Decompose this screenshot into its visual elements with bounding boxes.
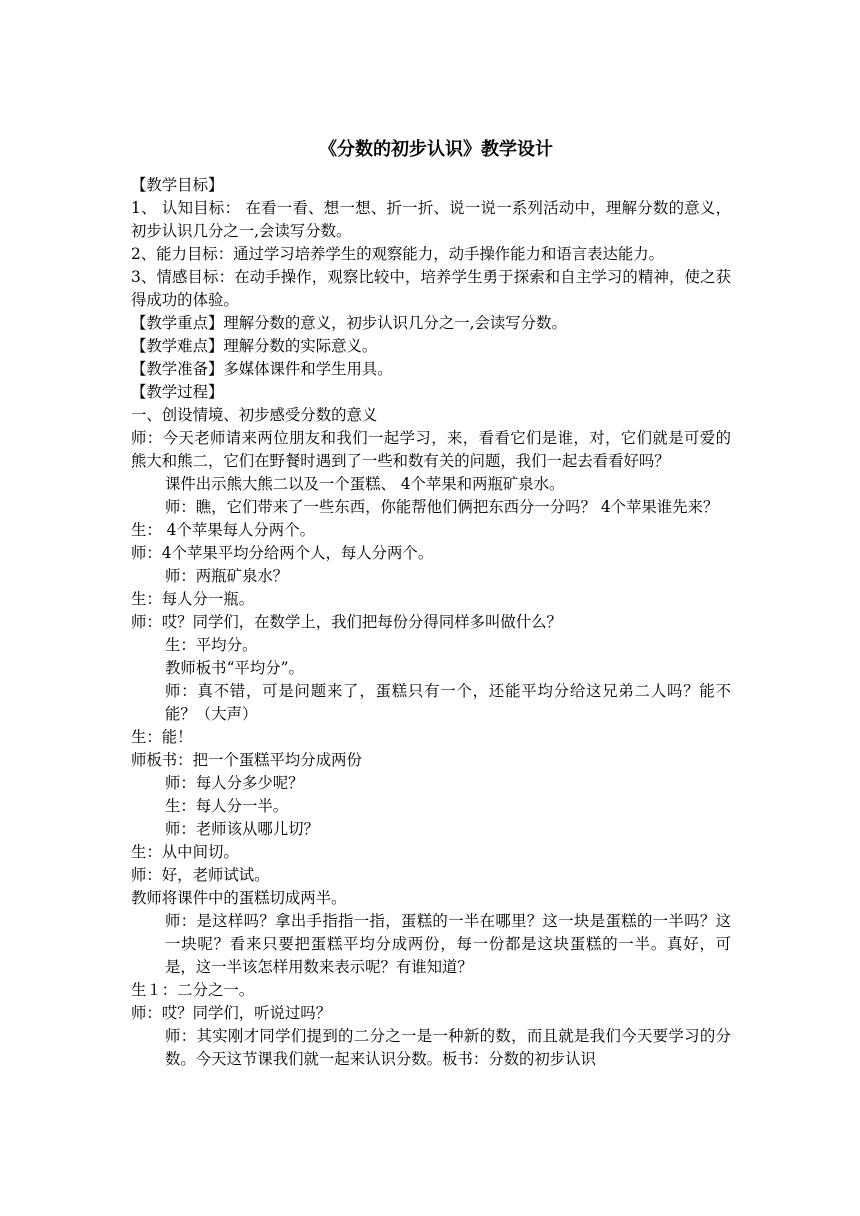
paragraph: 一、创设情境、初步感受分数的意义 <box>131 406 378 424</box>
paragraph: 生：从中间切。 <box>131 843 239 861</box>
paragraph: 师：是这样吗？拿出手指指一指，蛋糕的一半在哪里？这一块是蛋糕的一半吗？这一块呢？看来只要把蛋糕平均分成两份，每一份都是这块蛋糕的一半。真好，可是，这一半该怎样用数来表示呢？有谁知道？ <box>165 912 731 976</box>
paragraph: 生： 4个苹果每人分两个。 <box>131 521 315 539</box>
paragraph: 师：瞧，它们带来了一些东西，你能帮他们俩把东西分一分吗？ 4个苹果谁先来？ <box>165 498 719 516</box>
paragraph: 师：老师该从哪儿切？ <box>165 820 319 838</box>
paragraph: 教师将课件中的蛋糕切成两半。 <box>131 889 347 907</box>
paragraph: 3、情感目标：在动手操作，观察比较中，培养学生勇于探索和自主学习的精神，使之获得成功的体验。 <box>131 268 731 309</box>
paragraph: 生：每人分一瓶。 <box>131 590 255 608</box>
paragraph: 生１：二分之一。 <box>131 981 255 999</box>
paragraph: 【教学难点】理解分数的实际意义。 <box>131 337 378 355</box>
paragraph: 【教学准备】多媒体课件和学生用具。 <box>131 360 393 378</box>
document-title: 《分数的初步认识》教学设计 <box>319 139 553 160</box>
paragraph: 生：每人分一半。 <box>165 797 289 815</box>
paragraph: 师：每人分多少呢？ <box>165 774 304 792</box>
paragraph: 2、能力目标：通过学习培养学生的观察能力，动手操作能力和语言表达能力。 <box>131 245 665 263</box>
paragraph: 1、 认知目标： 在看一看、想一想、折一折、说一说一系列活动中，理解分数的意义，初步认识几分之一,会读写分数。 <box>131 199 731 240</box>
document-body <box>131 174 731 1071</box>
paragraph: 师：其实刚才同学们提到的二分之一是一种新的数，而且就是我们今天要学习的分数。今天这节课我们就一起来认识分数。板书：分数的初步认识 <box>165 1027 731 1068</box>
paragraph: 师：哎？同学们，在数学上，我们把每份分得同样多叫做什么？ <box>131 613 562 631</box>
paragraph: 师：哎？同学们，听说过吗？ <box>131 1004 332 1022</box>
paragraph: 课件出示熊大熊二以及一个蛋糕、 4个苹果和两瓶矿泉水。 <box>165 475 565 493</box>
paragraph: 师：好，老师试试。 <box>131 866 270 884</box>
paragraph: 生：平均分。 <box>165 636 258 654</box>
paragraph: 师：两瓶矿泉水？ <box>165 567 289 585</box>
paragraph: 师板书：把一个蛋糕平均分成两份 <box>131 751 362 769</box>
paragraph: 【教学过程】 <box>131 383 224 401</box>
paragraph: 【教学重点】理解分数的意义，初步认识几分之一,会读写分数。 <box>131 314 567 332</box>
document-page <box>131 136 731 1071</box>
paragraph: 教师板书“平均分”。 <box>165 659 304 677</box>
paragraph: 【教学目标】 <box>131 176 224 194</box>
paragraph: 生：能！ <box>131 728 193 746</box>
paragraph: 师：真不错，可是问题来了，蛋糕只有一个，还能平均分给这兄弟二人吗？能不能？（大声） <box>165 682 731 723</box>
paragraph: 师：今天老师请来两位朋友和我们一起学习，来，看看它们是谁，对，它们就是可爱的熊大和熊二，它们在野餐时遇到了一些和数有关的问题，我们一起去看看好吗？ <box>131 429 731 470</box>
paragraph: 师：4个苹果平均分给两个人，每人分两个。 <box>131 544 434 562</box>
